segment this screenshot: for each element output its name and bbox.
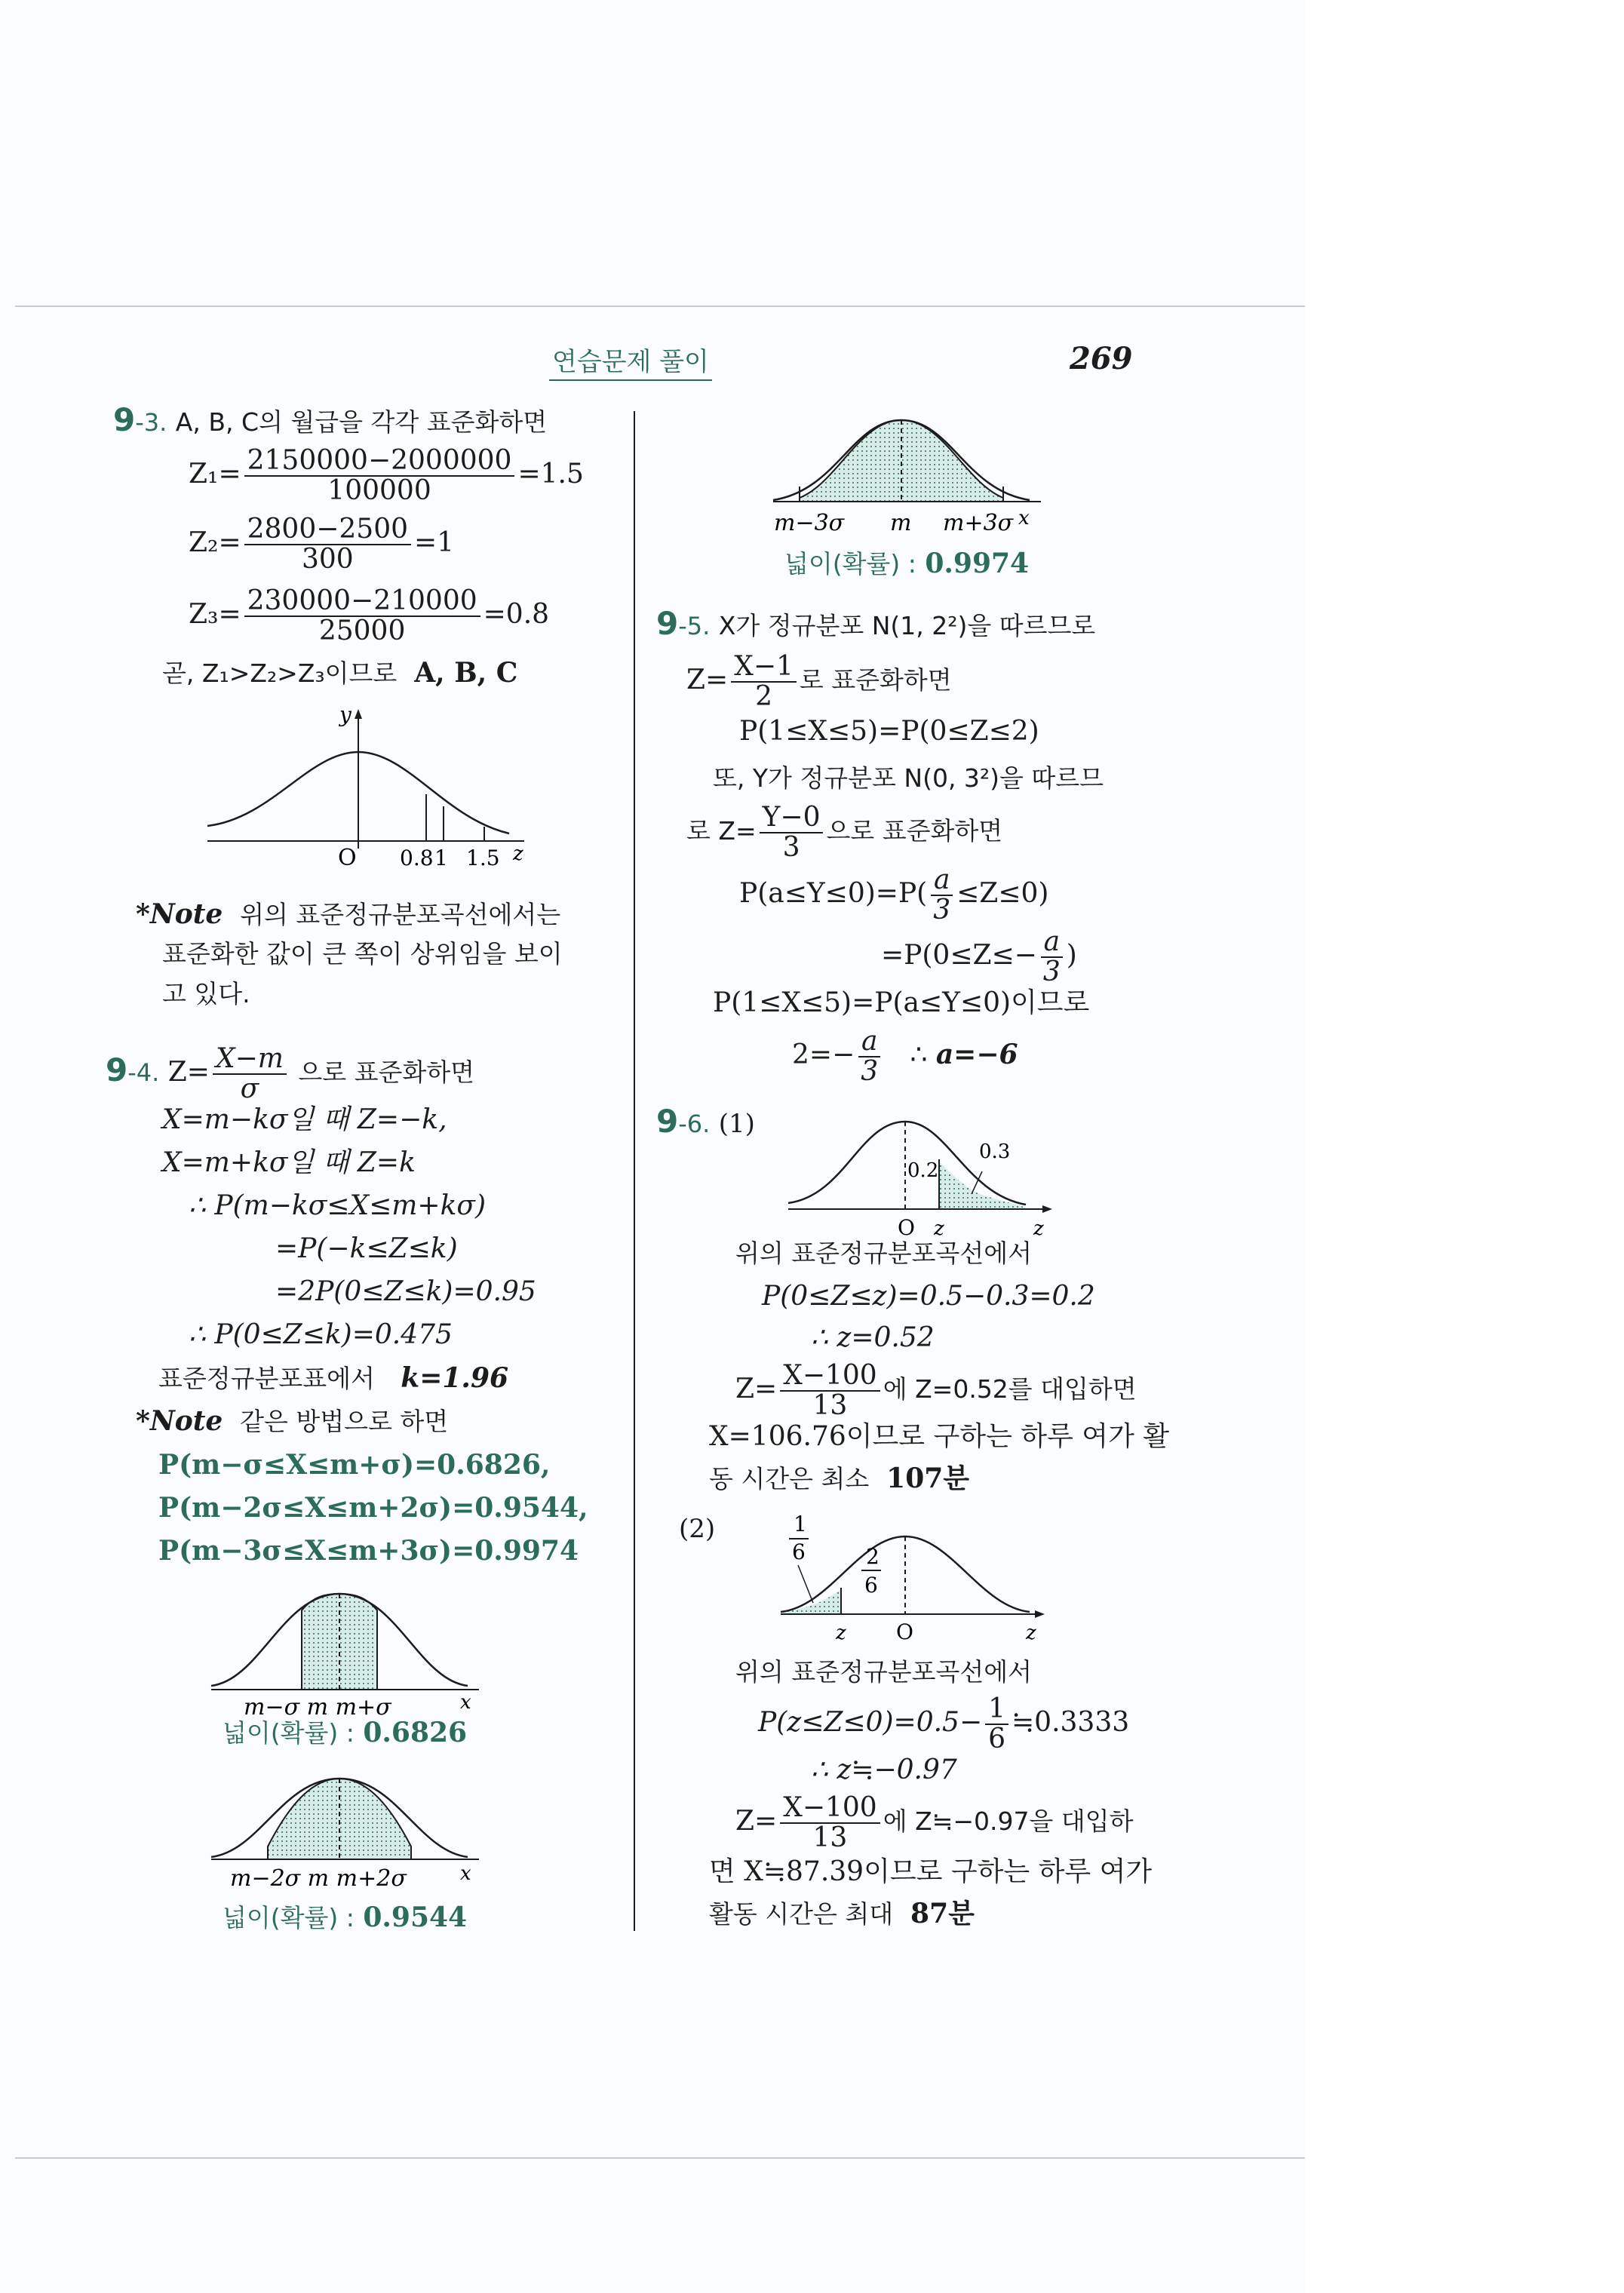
z3-equation: Z₃= $\frac{230000-210000}{25000}$ =0.8 xyxy=(189,585,550,646)
problem-9-4-heading: 9-4. Z= $\frac{X-m}{\sigma}$ 으로 표준화하면 xyxy=(106,1043,474,1104)
p96-1-line6: 동 시간은 최소 107분 xyxy=(709,1463,970,1494)
problem-9-6-2-answer: 87분 xyxy=(910,1898,975,1929)
problem-9-3-conclusion: 곧, Z₁>Z₂>Z₃이므로 A, B, C xyxy=(162,657,518,689)
tick-0-8: 0.8 xyxy=(400,846,434,870)
area2-caption: 넓이(확률) : 0.9544 xyxy=(223,1902,468,1933)
normal-curve-sigma3 xyxy=(769,404,1056,543)
p96-1-line3: ∴ z=0.52 xyxy=(811,1322,935,1353)
section-title: 연습문제 풀이 xyxy=(549,341,712,381)
graph-0-2-label: 0.2 xyxy=(907,1159,939,1182)
z2-equation: Z₂= $\frac{2800-2500}{300}$ =1 xyxy=(189,514,455,575)
area3-value: 0.9974 xyxy=(925,548,1030,579)
graph3-left-label: m−3σ xyxy=(774,510,845,536)
p96-1-line4: Z= $\frac{X-100}{13}$ 에 Z=0.52를 대입하면 xyxy=(735,1360,1137,1421)
p96-1-line1: 위의 표준정규분포곡선에서 xyxy=(735,1239,1033,1268)
graph2-fraction2-den: 6 xyxy=(864,1573,878,1598)
p94-line7: 표준정규분포표에서 k=1.96 xyxy=(158,1362,509,1394)
problem-9-3-intro: A, B, C의 월급을 각각 표준화하면 xyxy=(175,407,548,437)
note-9-3-line2: 표준화한 값이 큰 쪽이 상위임을 보이 xyxy=(162,939,563,968)
problem-9-5-answer: a=−6 xyxy=(935,1039,1018,1070)
graph1-tick-labels: m−σ m m+σ xyxy=(244,1694,391,1716)
tick-1: 1 xyxy=(434,846,448,870)
tick-1-5: 1.5 xyxy=(466,846,500,870)
p95-line7: 2=− $\frac{a}{3}$ ∴ a=−6 xyxy=(792,1026,1018,1087)
graph2-tick-labels: m−2σ m m+2σ xyxy=(230,1865,407,1892)
top-rule xyxy=(15,305,1305,307)
problem-9-6-1-answer: 107분 xyxy=(886,1463,970,1494)
p94-line5: =2P(0≤Z≤k)=0.95 xyxy=(275,1276,536,1307)
part-1-label: (1) xyxy=(718,1109,755,1139)
p94-line2: X=m+kσ일 때 Z=k xyxy=(162,1147,416,1178)
problem-9-5-intro: X가 정규분포 N(1, 2²)을 따르므로 xyxy=(718,611,1096,640)
part-2-label: (2) xyxy=(679,1514,716,1544)
origin-label: O xyxy=(338,845,357,871)
area1-caption: 넓이(확률) : 0.6826 xyxy=(223,1717,468,1748)
problem-9-5-heading: 9-5. X가 정규분포 N(1, 2²)을 따르므로 xyxy=(656,605,1096,642)
p96-1-line5: X=106.76이므로 구하는 하루 여가 활 xyxy=(709,1421,1170,1452)
graph3-right-label: m+3σ xyxy=(943,510,1014,536)
p94-green-line2: P(m−2σ≤X≤m+2σ)=0.9544, xyxy=(158,1492,588,1524)
p96-2-line1: 위의 표준정규분포곡선에서 xyxy=(735,1657,1033,1687)
graph-0-3-label: 0.3 xyxy=(979,1140,1011,1163)
normal-curve-9-6-2 xyxy=(777,1505,1064,1644)
graph-z-tick: z xyxy=(934,1217,944,1237)
p96-2-line5: 면 X≒87.39이므로 구하는 하루 여가 xyxy=(709,1856,1153,1887)
p95-line4: P(a≤Y≤0)=P( $\frac{a}{3}$ ≤Z≤0) xyxy=(739,864,1049,925)
p94-line4: =P(−k≤Z≤k) xyxy=(275,1233,458,1264)
normal-curve-sigma1 xyxy=(207,1573,494,1716)
problem-9-6-heading: 9-6. (1) xyxy=(656,1103,755,1140)
y-axis-label: y xyxy=(339,705,352,727)
p96-2-line2: P(z≤Z≤0)=0.5− $\frac{1}{6}$ ≒0.3333 xyxy=(758,1693,1130,1754)
graph-z-axis-label: z xyxy=(1033,1217,1044,1237)
graph-origin-label: O xyxy=(898,1215,915,1237)
area2-value: 0.9544 xyxy=(363,1902,468,1933)
note-9-3-line1: *Note 위의 표준정규분포곡선에서는 xyxy=(136,898,561,930)
p94-line3: ∴ P(m−kσ≤X≤m+kσ) xyxy=(189,1190,486,1221)
p94-green-line3: P(m−3σ≤X≤m+3σ)=0.9974 xyxy=(158,1535,579,1567)
graph2-origin-label: O xyxy=(896,1619,913,1644)
graph2-x-label: x xyxy=(460,1862,471,1885)
graph2-fraction2-num: 2 xyxy=(866,1544,880,1569)
area1-value: 0.6826 xyxy=(363,1717,468,1748)
p95-line3: 로 Z= $\frac{Y-0}{3}$ 으로 표준화하면 xyxy=(686,802,1003,863)
graph2-z-tick: z xyxy=(836,1622,846,1644)
p95-standardize: Z= $\frac{X-1}{2}$ 로 표준화하면 xyxy=(686,651,952,712)
p96-2-line6: 활동 시간은 최대 87분 xyxy=(709,1898,975,1929)
z-axis-label: z xyxy=(513,843,523,865)
problem-9-3-answer: A, B, C xyxy=(414,657,518,689)
column-divider xyxy=(634,411,635,1931)
normal-curve-sigma2 xyxy=(207,1757,494,1901)
p94-line6: ∴ P(0≤Z≤k)=0.475 xyxy=(189,1319,453,1350)
p96-2-line3: ∴ z≒−0.97 xyxy=(811,1754,957,1785)
problem-9-3-heading: 9-3. A, B, C의 월급을 각각 표준화하면 xyxy=(113,401,548,438)
normal-curve-graph-9-3 xyxy=(204,705,536,871)
page-number: 269 xyxy=(1070,341,1133,376)
p96-2-line4: Z= $\frac{X-100}{13}$ 에 Z≒−0.97을 대입하 xyxy=(735,1792,1134,1853)
normal-curve-9-6-1 xyxy=(784,1105,1064,1237)
note-9-4: *Note 같은 방법으로 하면 xyxy=(136,1405,449,1437)
graph2-fraction1-den: 6 xyxy=(792,1539,806,1564)
graph3-x-label: x xyxy=(1018,507,1030,530)
area3-caption: 넓이(확률) : 0.9974 xyxy=(784,548,1030,579)
z1-equation: Z₁= $\frac{2150000-2000000}{100000}$ =1.5 xyxy=(189,445,584,506)
p96-1-line2: P(0≤Z≤z)=0.5−0.3=0.2 xyxy=(762,1281,1095,1312)
p94-line1: X=m−kσ일 때 Z=−k, xyxy=(162,1104,447,1135)
graph3-mean-label: m xyxy=(890,510,912,536)
note-9-3-line3: 고 있다. xyxy=(162,979,250,1008)
p95-line5: =P(0≤Z≤− $\frac{a}{3}$ ) xyxy=(881,926,1077,987)
problem-9-4-answer: k=1.96 xyxy=(401,1362,509,1394)
graph2-fraction1-num: 1 xyxy=(794,1512,807,1536)
p95-line1: P(1≤X≤5)=P(0≤Z≤2) xyxy=(739,716,1039,747)
p94-green-line1: P(m−σ≤X≤m+σ)=0.6826, xyxy=(158,1449,551,1481)
graph1-x-label: x xyxy=(460,1691,471,1714)
bottom-rule xyxy=(15,2157,1305,2159)
graph2-z-axis-label: z xyxy=(1026,1622,1036,1644)
p95-line6: P(1≤X≤5)=P(a≤Y≤0)이므로 xyxy=(713,987,1090,1018)
p95-line2: 또, Y가 정규분포 N(0, 3²)을 따르므 xyxy=(713,763,1104,793)
